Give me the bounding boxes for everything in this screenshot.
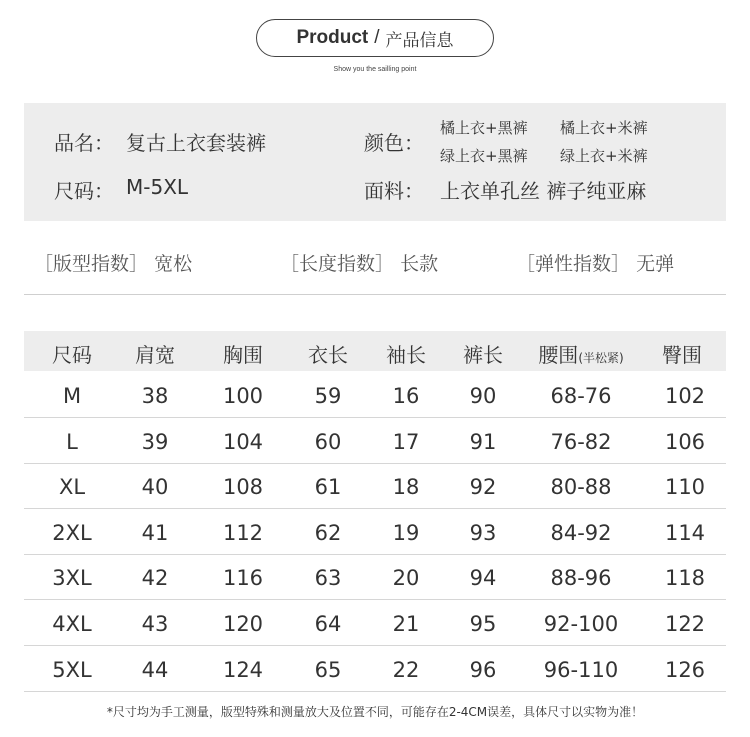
size-cell: L (66, 429, 78, 454)
name-label: 品名： (54, 131, 114, 155)
measurement-cell: 116 (222, 566, 264, 591)
measurement-cell: 94 (469, 566, 497, 591)
fit-index-value: 宽松 (154, 253, 193, 275)
measurement-cell: 59 (314, 384, 342, 408)
measurement-cell: 92 (469, 475, 497, 500)
measurement-cell: 40 (141, 475, 169, 500)
row-divider (24, 554, 726, 555)
header-cell: 臀围 (662, 343, 702, 367)
measurement-cell: 95 (469, 612, 497, 636)
measurement-cell: 84-92 (550, 520, 612, 545)
measurement-cell: 16 (392, 384, 420, 408)
measurement-cell: 64 (314, 612, 342, 636)
fabric-label: 面料： (364, 179, 424, 203)
measurement-cell: 118 (664, 566, 706, 591)
length-index (280, 249, 438, 276)
measurement-cell: 124 (222, 657, 264, 682)
measurement-cell: 90 (469, 384, 497, 408)
waist-note: (半松紧) (578, 351, 624, 365)
elasticity-index (516, 249, 674, 276)
measurement-cell: 96-110 (543, 657, 619, 682)
row-divider (24, 599, 726, 600)
measurement-cell: 92-100 (543, 612, 619, 636)
size-label: 尺码： (54, 179, 114, 203)
elasticity-index-label: ［弹性指数］ (516, 253, 631, 275)
measurement-cell: 63 (314, 566, 342, 591)
section-divider (24, 294, 726, 295)
measurement-cell: 93 (469, 520, 497, 545)
measurement-cell: 38 (141, 384, 169, 408)
fit-index (34, 249, 192, 276)
measurement-cell: 106 (664, 429, 706, 454)
row-divider (24, 463, 726, 464)
name-value: 复古上衣套装裤 (126, 131, 266, 155)
measurement-cell: 68-76 (550, 384, 612, 408)
row-divider (24, 417, 726, 418)
header-title: Product (296, 27, 369, 48)
header-cell: 衣长 (308, 343, 348, 367)
row-divider (24, 691, 726, 692)
header-tagline: Show you the sailling point (333, 66, 417, 73)
section-header (256, 19, 494, 57)
size-cell: 2XL (52, 520, 92, 545)
size-cell: XL (58, 475, 86, 500)
waist-label: 腰围 (538, 343, 579, 367)
header-cell: 胸围 (223, 343, 263, 367)
measurement-cell: 44 (141, 657, 169, 682)
fabric-value: 上衣单孔丝 裤子纯亚麻 (440, 179, 647, 203)
measurement-cell: 43 (141, 612, 169, 636)
measurement-cell: 114 (664, 520, 706, 545)
measurement-cell: 61 (314, 475, 342, 500)
measurement-cell: 19 (392, 520, 420, 545)
measurement-cell: 120 (222, 612, 264, 636)
header-cell: 裤长 (463, 343, 503, 367)
product-info-panel (24, 103, 726, 221)
measurement-cell: 112 (222, 520, 264, 545)
header-subtitle: 产品信息 (385, 30, 454, 51)
measurement-cell: 20 (392, 566, 420, 591)
row-divider (24, 508, 726, 509)
elasticity-index-value: 无弹 (636, 253, 675, 275)
footnote: *尺寸均为手工测量，版型特殊和测量放大及位置不同，可能存在2-4CM误差，具体尺寸以实物为准！ (106, 705, 644, 719)
measurement-cell: 126 (664, 657, 706, 682)
measurement-cell: 100 (222, 384, 264, 408)
measurement-cell: 88-96 (550, 566, 612, 591)
measurement-cell: 65 (314, 657, 342, 682)
color-label: 颜色： (364, 131, 424, 155)
measurement-cell: 21 (392, 612, 420, 636)
header-cell: 尺码 (52, 343, 92, 367)
measurement-cell: 41 (141, 520, 169, 545)
header-cell-waist (538, 339, 623, 368)
measurement-cell: 39 (141, 429, 169, 454)
measurement-cell: 122 (664, 612, 706, 636)
size-cell: 5XL (52, 657, 92, 682)
measurement-cell: 22 (392, 657, 420, 682)
length-index-label: ［长度指数］ (280, 253, 395, 275)
measurement-cell: 18 (392, 475, 420, 500)
measurement-cell: 110 (664, 475, 706, 500)
size-cell: 4XL (52, 612, 92, 636)
measurement-cell: 42 (141, 566, 169, 591)
measurement-cell: 62 (314, 520, 342, 545)
size-value: M-5XL (126, 175, 189, 199)
header-cell: 袖长 (386, 343, 426, 367)
measurement-cell: 96 (469, 657, 497, 682)
measurement-cell: 108 (222, 475, 264, 500)
measurement-cell: 80-88 (550, 475, 612, 500)
measurement-cell: 60 (314, 429, 342, 454)
measurement-cell: 91 (469, 429, 497, 454)
color-option: 绿上衣+米裤 (560, 147, 648, 165)
size-cell: 3XL (52, 566, 92, 591)
measurement-cell: 104 (222, 429, 264, 454)
size-cell: M (62, 384, 82, 408)
header-cell: 肩宽 (135, 343, 175, 367)
color-option: 绿上衣+黑裤 (440, 147, 528, 165)
color-option: 橘上衣+米裤 (560, 119, 648, 137)
measurement-cell: 76-82 (550, 429, 612, 454)
measurement-cell: 17 (392, 429, 420, 454)
row-divider (24, 645, 726, 646)
measurement-cell: 102 (664, 384, 706, 408)
fit-index-label: ［版型指数］ (34, 253, 149, 275)
color-option: 橘上衣+黑裤 (440, 119, 528, 137)
length-index-value: 长款 (400, 253, 439, 275)
header-slash: / (374, 27, 380, 48)
